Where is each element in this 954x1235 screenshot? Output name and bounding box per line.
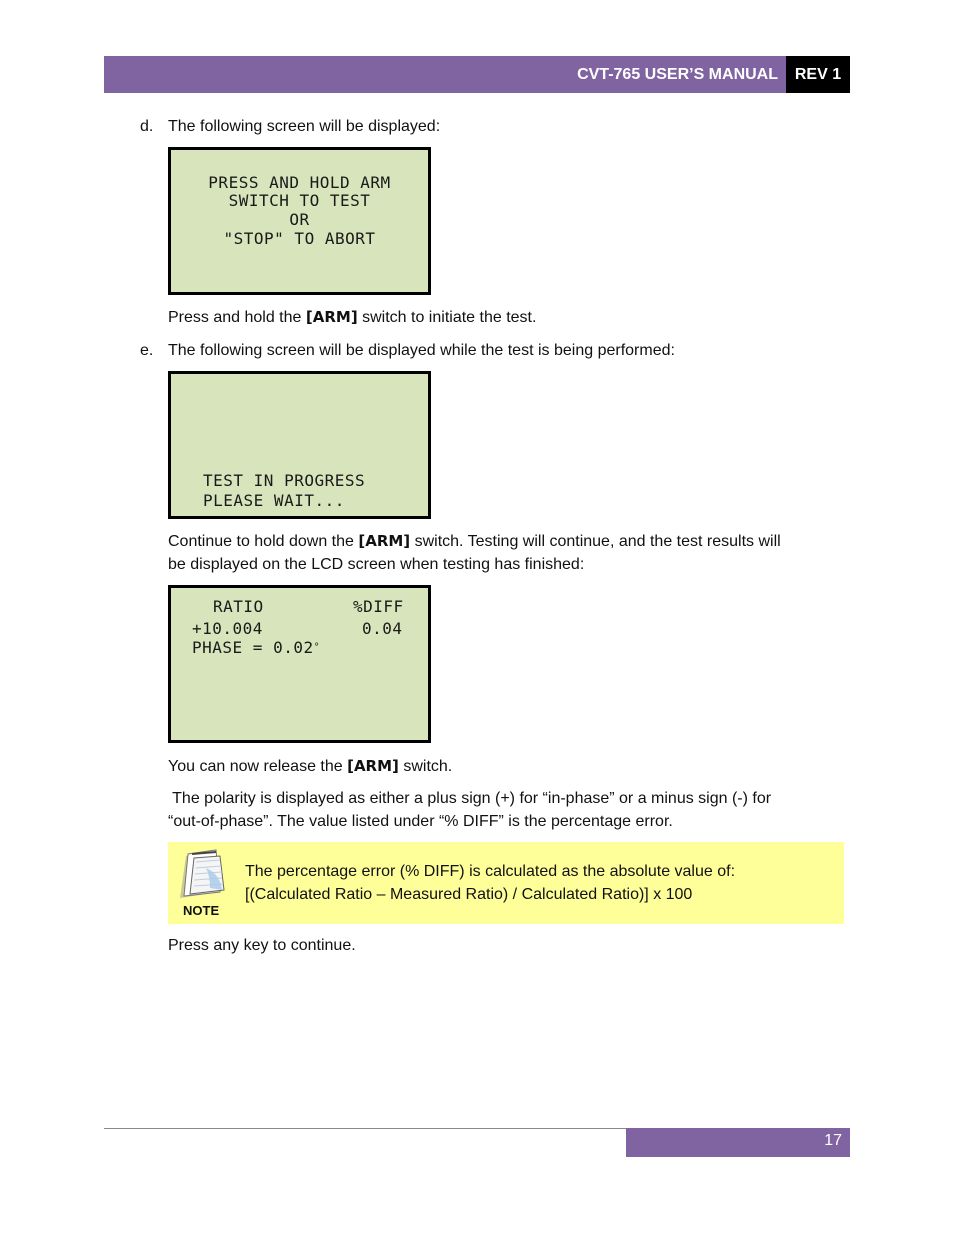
ratio-label: RATIO [213, 597, 264, 616]
instruction-text: switch. Testing will continue, and the test results will [410, 533, 781, 550]
note-line2: [(Calculated Ratio – Measured Ratio) / Calculated Ratio)] x 100 [245, 886, 693, 903]
instruction-text: You can now release the [168, 758, 348, 775]
lcd-screen-results [168, 585, 431, 743]
phase-text: PHASE = 0.02 [192, 638, 314, 657]
continue-instruction-line2: be displayed on the LCD screen when testing has finished: [168, 556, 585, 573]
ratio-value: +10.004 [192, 619, 263, 638]
phase-readout [192, 639, 320, 657]
step-e-marker: e. [140, 342, 154, 359]
polarity-line1: The polarity is displayed as either a plus sign (+) for “in-phase” or a minus sign (-) for [168, 790, 772, 807]
step-d-text: The following screen will be displayed: [168, 118, 441, 135]
lcd-line: SWITCH TO TEST [228, 191, 371, 210]
arm-key-label: [ARM] [305, 308, 358, 326]
instruction-text: Continue to hold down the [168, 533, 359, 550]
lcd-line: OR [289, 210, 310, 229]
degree-symbol: ° [313, 642, 321, 653]
arm-key-label: [ARM] [347, 757, 399, 775]
page-number: 17 [824, 1132, 842, 1149]
release-instruction [168, 755, 452, 778]
lcd-line: PLEASE WAIT... [203, 491, 345, 510]
lcd-line: PRESS AND HOLD ARM [208, 173, 391, 192]
revision-badge: REV 1 [786, 56, 850, 93]
closing-instruction: Press any key to continue. [168, 937, 356, 954]
manual-title: CVT-765 USER’S MANUAL [577, 66, 778, 83]
diff-label: %DIFF [353, 597, 404, 616]
diff-value: 0.04 [362, 619, 403, 638]
polarity-line2: “out-of-phase”. The value listed under “% DIFF” is the percentage error. [168, 813, 673, 830]
note-line1: The percentage error (% DIFF) is calculated as the absolute value of: [245, 863, 736, 880]
step-d-marker: d. [140, 118, 154, 135]
lcd-screen-in-progress [168, 371, 431, 519]
notepad-icon [176, 848, 230, 900]
instruction-text: switch to initiate the test. [357, 309, 537, 326]
note-box [168, 842, 844, 924]
note-label: NOTE [183, 903, 220, 918]
arm-key-label: [ARM] [358, 532, 411, 550]
step-e-text: The following screen will be displayed while the test is being performed: [168, 342, 675, 359]
press-hold-instruction [168, 306, 536, 329]
instruction-text: switch. [398, 758, 453, 775]
instruction-text: Press and hold the [168, 309, 306, 326]
footer-rule [104, 1128, 626, 1129]
lcd-screen-arm-prompt [168, 147, 431, 295]
continue-instruction [168, 530, 781, 553]
lcd-line: TEST IN PROGRESS [203, 471, 366, 490]
lcd-line: "STOP" TO ABORT [223, 229, 376, 248]
